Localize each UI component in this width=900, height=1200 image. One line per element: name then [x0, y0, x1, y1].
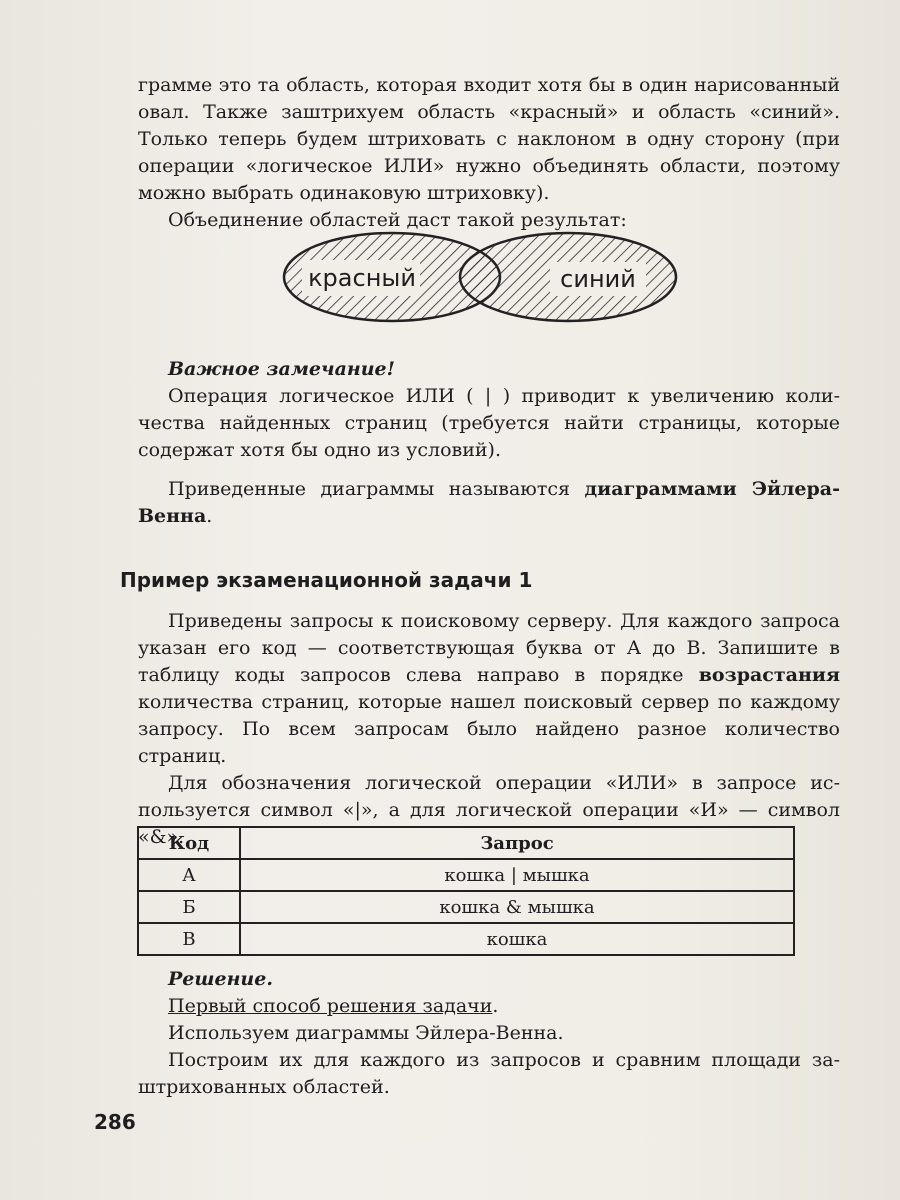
method-title-end: . [492, 995, 499, 1017]
cell-query: кошка [240, 923, 794, 955]
intro-paragraph [138, 72, 840, 234]
task-paragraph-2: Для обозначения логической операции «ИЛИ» в запросе используется символ «|», а для логической операции «И» — символ «&». [138, 772, 840, 848]
important-note [138, 356, 840, 464]
cell-code: В [138, 923, 240, 955]
task-text [138, 608, 840, 851]
query-table [137, 826, 795, 956]
solution-title: Решение. [168, 968, 273, 990]
table-row [138, 923, 794, 955]
cell-query: кошка | мышка [240, 859, 794, 891]
table-row [138, 891, 794, 923]
cell-query: кошка & мышка [240, 891, 794, 923]
venn-diagram-union [280, 222, 680, 332]
table-header-row [138, 827, 794, 859]
header-query: Запрос [240, 827, 794, 859]
euler-text-start: Приведенные диаграммы называются [168, 478, 585, 500]
euler-term: диаграммами Эйлера-Венна [138, 478, 840, 527]
task-p1-start: Приведены запросы к поисковому серверу. Для каждого запроса указан его код — соответствующая буква от А до В. Запишите в таблицу коды запросов слева направо в порядке [138, 610, 840, 686]
important-title: Важное замечание! [168, 358, 395, 380]
cell-code: А [138, 859, 240, 891]
task-p1-end: количества страниц, которые нашел поисковый сервер по каждому запросу. По всем запросам было найдено разное количество страниц. [138, 691, 840, 767]
euler-paragraph [138, 476, 840, 530]
solution-paragraph-2: Построим их для каждого из запросов и сравним площади заштрихованных областей. [138, 1049, 840, 1098]
method-title [138, 993, 840, 1020]
table-row [138, 859, 794, 891]
euler-text-end: . [206, 505, 213, 527]
header-code: Код [138, 827, 240, 859]
important-text: Операция логическое ИЛИ ( | ) приводит к увеличению количества найденных страниц (требуется найти страницы, которые содержат хотя бы одно из условий). [138, 385, 840, 461]
blue-label: синий [560, 265, 636, 293]
page-number: 286 [94, 1110, 136, 1134]
union-caption: Объединение областей даст такой результат: [168, 209, 627, 231]
intro-text: грамме это та область, которая входит хотя бы в один нарисованный овал. Также заштрихуем область «красный» и область «синий». Только теперь будем штриховать с наклоном в одну сторону (при операции «логическое ИЛИ» нужно объединять области, поэтому можно выбрать одинаковую штриховку). [138, 74, 840, 204]
solution-section [138, 966, 840, 1101]
solution-paragraph-1: Используем диаграммы Эйлера-Венна. [168, 1022, 564, 1044]
cell-code: Б [138, 891, 240, 923]
red-label: красный [308, 264, 416, 292]
task-p1-emphasis: возрастания [698, 664, 840, 686]
section-heading: Пример экзаменационной задачи 1 [120, 568, 533, 592]
task-paragraph-1 [138, 608, 840, 770]
method-title-text: Первый способ решения задачи [168, 995, 493, 1017]
euler-text [138, 476, 840, 530]
